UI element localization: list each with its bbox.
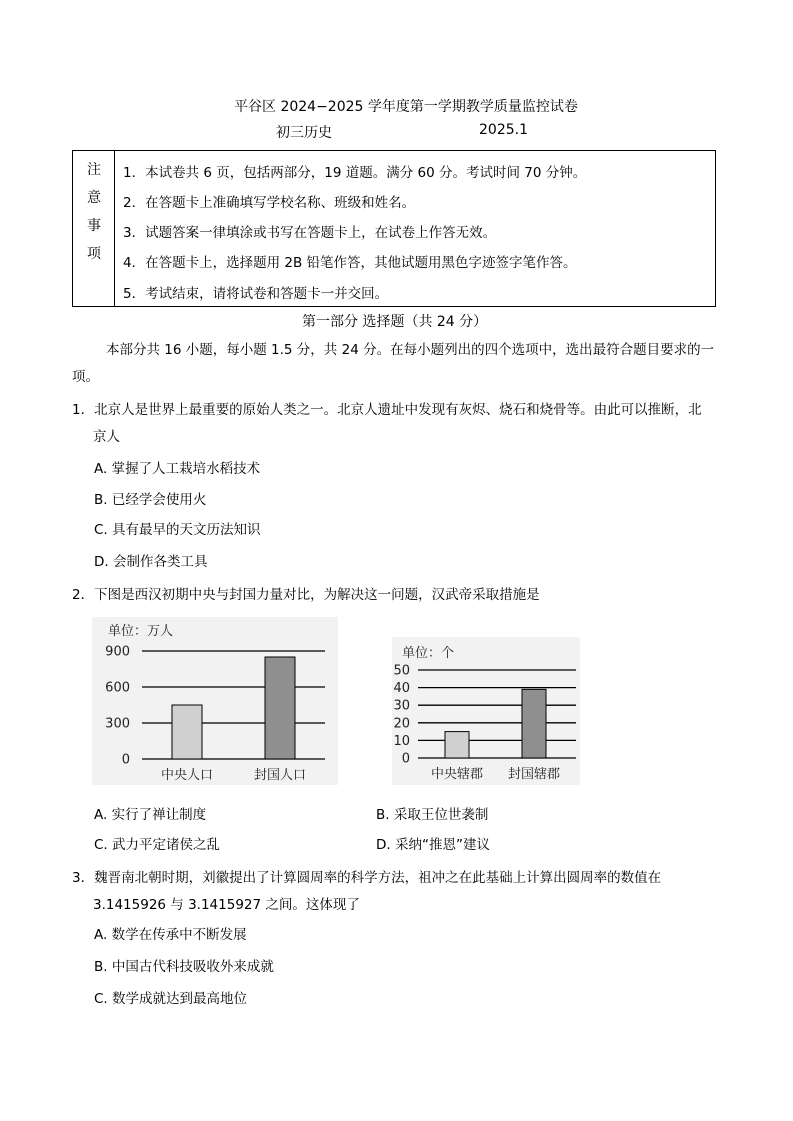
y-tick-label: 300 xyxy=(105,716,130,732)
y-tick-label: 20 xyxy=(393,716,410,732)
question-2-stem: 2．下图是西汉初期中央与封国力量对比，为解决这一问题，汉武帝采取措施是 xyxy=(72,587,540,603)
y-tick-label: 600 xyxy=(105,680,130,696)
question-3-stem: 3．魏晋南北朝时期，刘徽提出了计算圆周率的科学方法，祖冲之在此基础上计算出圆周率的数值在 xyxy=(72,870,662,886)
notice-label-char: 事 xyxy=(87,218,101,234)
q3-option-b[interactable]: B. 中国古代科技吸收外来成就 xyxy=(94,959,274,975)
q2-option-b[interactable]: B. 采取王位世袭制 xyxy=(376,807,489,823)
q1-option-c[interactable]: C. 具有最早的天文历法知识 xyxy=(94,522,261,538)
y-tick-label: 50 xyxy=(393,663,410,679)
q1-option-d[interactable]: D. 会制作各类工具 xyxy=(94,554,208,570)
y-tick-label: 0 xyxy=(401,751,410,767)
chart-commanderies xyxy=(392,637,580,785)
bar-1 xyxy=(172,705,202,759)
notice-item: 4．在答题卡上，选择题用 2B 铅笔作答，其他试题用黑色字迹签字笔作答。 xyxy=(123,255,577,271)
notice-label-char: 项 xyxy=(87,246,101,262)
notice-item: 2．在答题卡上准确填写学校名称、班级和姓名。 xyxy=(123,195,416,211)
notice-label-char: 意 xyxy=(87,190,101,206)
bar-1 xyxy=(445,732,469,758)
q1-option-b[interactable]: B. 已经学会使用火 xyxy=(94,492,207,508)
notice-box xyxy=(72,150,716,307)
section-intro-cont: 项。 xyxy=(72,369,99,385)
y-tick-label: 0 xyxy=(121,752,130,768)
section-heading: 第一部分 选择题（共 24 分） xyxy=(302,314,488,330)
bar-2 xyxy=(522,689,546,758)
chart-unit-label: 单位：万人 xyxy=(108,624,174,639)
q3-option-c[interactable]: C. 数学成就达到最高地位 xyxy=(94,991,248,1007)
question-1-stem: 1．北京人是世界上最重要的原始人类之一。北京人遗址中发现有灰烬、烧石和烧骨等。由此可以推断，北 xyxy=(72,402,702,418)
section-intro: 本部分共 16 小题，每小题 1.5 分，共 24 分。在每小题列出的四个选项中，选出最符合题目要求的一 xyxy=(106,342,715,358)
exam-title: 平谷区 2024−2025 学年度第一学期教学质量监控试卷 xyxy=(234,99,578,115)
q2-option-a[interactable]: A. 实行了禅让制度 xyxy=(94,807,207,823)
q3-option-a[interactable]: A. 数学在传承中不断发展 xyxy=(94,927,247,943)
notice-item: 1．本试卷共 6 页，包括两部分，19 道题。满分 60 分。考试时间 70 分钟。 xyxy=(123,165,587,181)
exam-date: 2025.1 xyxy=(479,122,528,138)
question-3-stem-cont: 3.1415926 与 3.1415927 之间。这体现了 xyxy=(93,897,360,913)
y-tick-label: 900 xyxy=(105,644,130,660)
notice-item: 3．试题答案一律填涂或书写在答题卡上，在试卷上作答无效。 xyxy=(123,225,497,241)
question-1-stem-cont: 京人 xyxy=(93,429,120,445)
y-tick-label: 40 xyxy=(393,681,410,697)
notice-label-char: 注 xyxy=(87,162,101,178)
x-category-label: 封国辖郡 xyxy=(507,767,561,782)
x-category-label: 封国人口 xyxy=(253,768,307,783)
notice-label xyxy=(73,151,115,306)
bar-2 xyxy=(265,657,295,759)
y-tick-label: 30 xyxy=(393,698,410,714)
q2-option-d[interactable]: D. 采纳“推恩”建议 xyxy=(376,837,490,853)
notice-item: 5．考试结束，请将试卷和答题卡一并交回。 xyxy=(123,286,389,302)
y-tick-label: 10 xyxy=(393,733,410,749)
q1-option-a[interactable]: A. 掌握了人工栽培水稻技术 xyxy=(94,461,261,477)
chart-population xyxy=(92,617,338,785)
x-category-label: 中央辖郡 xyxy=(430,767,484,782)
x-category-label: 中央人口 xyxy=(160,768,214,783)
q2-option-c[interactable]: C. 武力平定诸侯之乱 xyxy=(94,837,221,853)
chart-unit-label: 单位：个 xyxy=(402,646,455,661)
exam-subject: 初三历史 xyxy=(276,125,332,141)
